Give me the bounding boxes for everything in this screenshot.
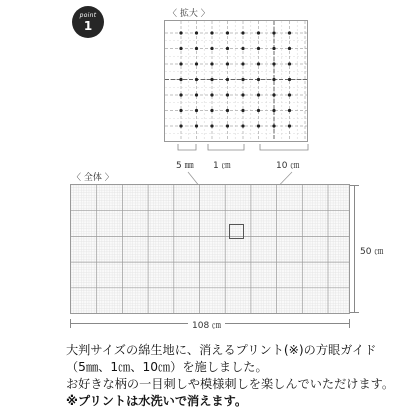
description-line-2: （5㎜、1㎝、10㎝）を施しました。	[66, 360, 268, 374]
zoom-area-marker	[229, 224, 244, 239]
description-note: ※プリントは水洗いで消えます。	[66, 394, 248, 408]
zoom-label: 〈 拡大 〉	[168, 9, 210, 19]
full-grid	[71, 185, 349, 313]
badge-number: 1	[83, 19, 93, 33]
scale-10cm-label: 10 ㎝	[276, 161, 300, 171]
description-block	[66, 342, 394, 410]
width-label: 108 ㎝	[188, 318, 225, 331]
scale-5mm-label: 5 ㎜	[176, 161, 194, 171]
description-line-1: 大判サイズの綿生地に、消えるプリント(※)の方眼ガイド	[66, 343, 377, 357]
full-label: 〈 全体 〉	[72, 173, 114, 183]
description-line-3: お好きな柄の一目刺しや模様刺しを楽しんでいただけます。	[66, 377, 395, 391]
height-dimension-bottom-tick	[350, 312, 359, 313]
badge-word: point	[79, 12, 97, 19]
width-dimension-left-tick	[70, 319, 71, 328]
height-label: 50 ㎝	[360, 244, 383, 257]
height-dimension-top-tick	[350, 185, 359, 186]
height-dimension-line	[354, 185, 355, 313]
width-dimension-right-tick	[349, 319, 350, 328]
full-grid-panel	[70, 184, 350, 314]
scale-1cm-label: 1 ㎝	[213, 161, 231, 171]
